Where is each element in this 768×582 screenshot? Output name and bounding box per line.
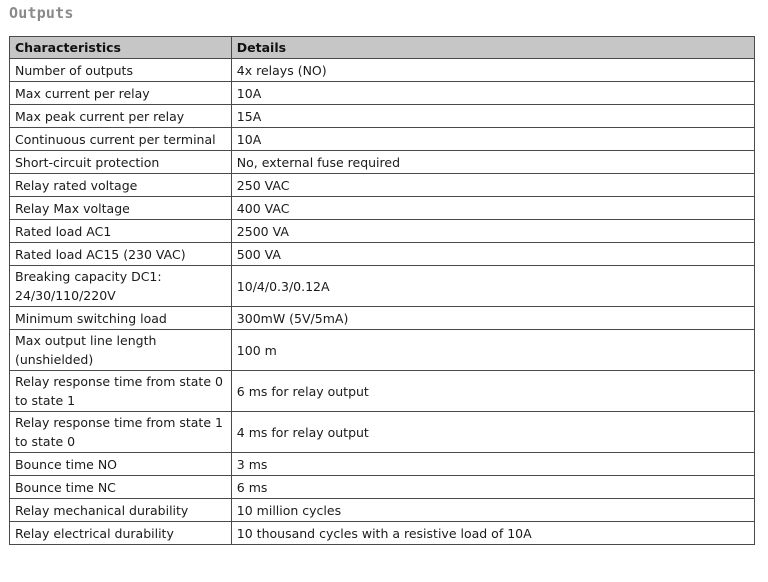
table-row [10,59,755,82]
table-row [10,371,755,412]
table-header-row [10,37,755,59]
table-row [10,105,755,128]
table-row [10,128,755,151]
detail-cell: 6 ms for relay output [231,371,754,412]
detail-cell: 10A [231,82,754,105]
characteristic-cell: Breaking capacity DC1: 24/30/110/220V [10,266,232,307]
characteristic-cell: Bounce time NO [10,453,232,476]
table-row [10,453,755,476]
outputs-spec-table [9,36,755,545]
characteristic-cell: Relay mechanical durability [10,499,232,522]
characteristic-cell: Relay rated voltage [10,174,232,197]
table-row [10,174,755,197]
characteristic-cell: Max output line length (unshielded) [10,330,232,371]
table-row [10,330,755,371]
characteristic-cell: Relay Max voltage [10,197,232,220]
table-row [10,151,755,174]
table-row [10,82,755,105]
detail-cell: 15A [231,105,754,128]
detail-cell: No, external fuse required [231,151,754,174]
table-row [10,197,755,220]
characteristic-cell: Rated load AC15 (230 VAC) [10,243,232,266]
table-body [10,59,755,545]
characteristic-cell: Max current per relay [10,82,232,105]
characteristic-cell: Minimum switching load [10,307,232,330]
characteristic-cell: Rated load AC1 [10,220,232,243]
table-row [10,266,755,307]
characteristic-cell: Relay response time from state 1 to state 0 [10,412,232,453]
detail-cell: 3 ms [231,453,754,476]
detail-cell: 4 ms for relay output [231,412,754,453]
detail-cell: 4x relays (NO) [231,59,754,82]
table-row [10,220,755,243]
characteristic-cell: Relay electrical durability [10,522,232,545]
characteristic-cell: Bounce time NC [10,476,232,499]
detail-cell: 10A [231,128,754,151]
table-row [10,243,755,266]
column-header-details: Details [231,37,754,59]
characteristic-cell: Number of outputs [10,59,232,82]
characteristic-cell: Short-circuit protection [10,151,232,174]
table-row [10,412,755,453]
detail-cell: 2500 VA [231,220,754,243]
detail-cell: 100 m [231,330,754,371]
detail-cell: 10/4/0.3/0.12A [231,266,754,307]
detail-cell: 250 VAC [231,174,754,197]
detail-cell: 10 thousand cycles with a resistive load of 10A [231,522,754,545]
detail-cell: 300mW (5V/5mA) [231,307,754,330]
detail-cell: 6 ms [231,476,754,499]
table-row [10,307,755,330]
characteristic-cell: Continuous current per terminal [10,128,232,151]
characteristic-cell: Relay response time from state 0 to state 1 [10,371,232,412]
column-header-characteristics: Characteristics [10,37,232,59]
table-row [10,476,755,499]
section-title: Outputs [9,4,74,22]
detail-cell: 10 million cycles [231,499,754,522]
table-row [10,499,755,522]
table-row [10,522,755,545]
detail-cell: 400 VAC [231,197,754,220]
characteristic-cell: Max peak current per relay [10,105,232,128]
detail-cell: 500 VA [231,243,754,266]
